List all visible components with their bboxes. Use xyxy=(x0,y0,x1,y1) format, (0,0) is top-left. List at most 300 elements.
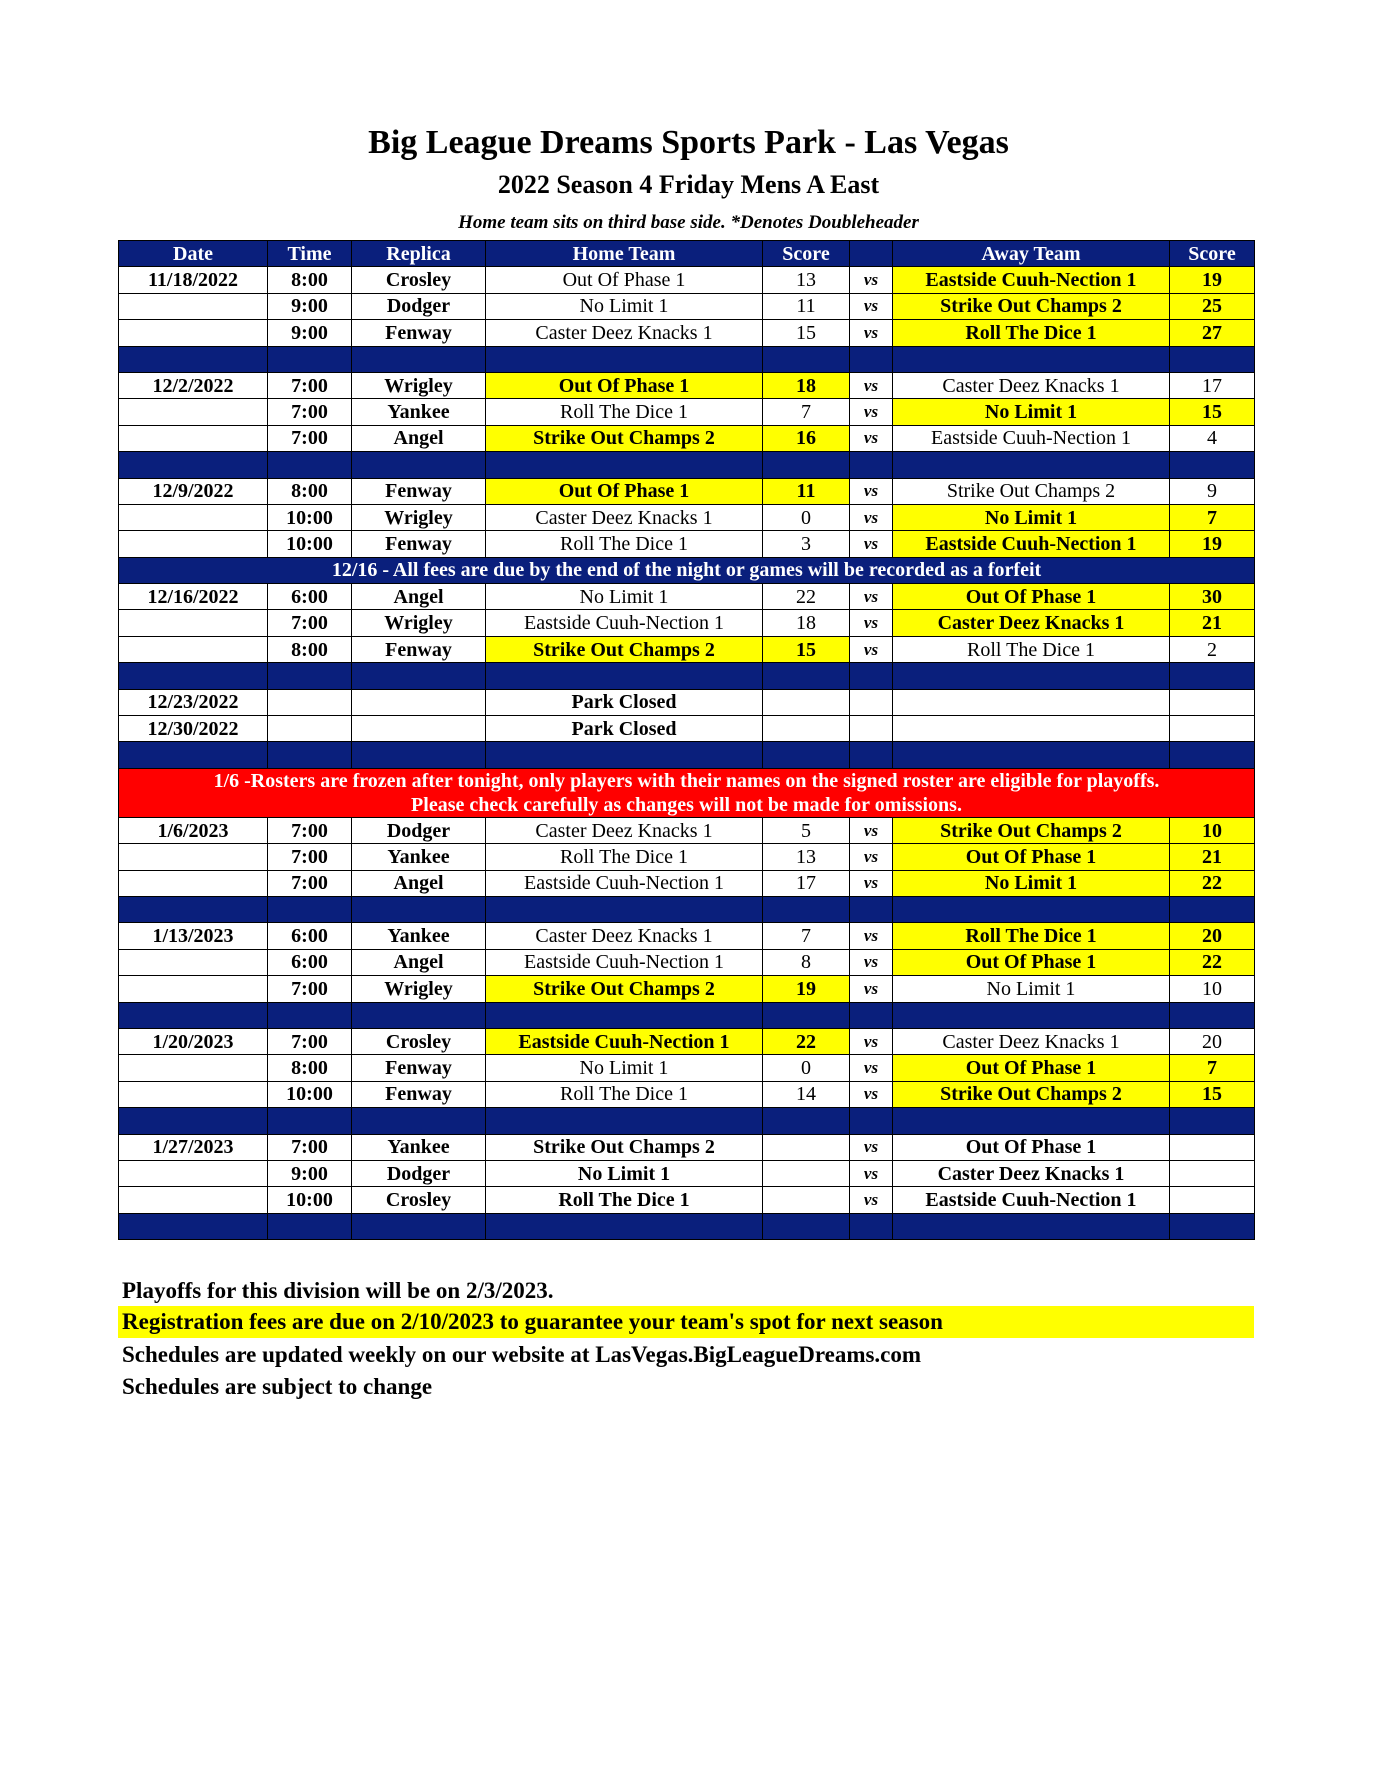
home-team: Strike Out Champs 2 xyxy=(486,425,763,451)
separator-cell xyxy=(268,1002,352,1028)
home-team: No Limit 1 xyxy=(486,1055,763,1081)
home-team: Roll The Dice 1 xyxy=(486,1187,763,1213)
game-row xyxy=(119,817,1255,843)
game-date xyxy=(119,504,268,530)
separator-cell xyxy=(1170,1108,1255,1134)
home-team: Roll The Dice 1 xyxy=(486,844,763,870)
game-row xyxy=(119,689,1255,715)
separator-cell xyxy=(119,896,268,922)
away-team: Eastside Cuuh-Nection 1 xyxy=(893,531,1170,557)
home-score: 17 xyxy=(763,870,850,896)
separator-cell xyxy=(1170,452,1255,478)
separator-cell xyxy=(1170,742,1255,768)
schedule-table xyxy=(118,240,1255,1240)
home-score: 3 xyxy=(763,531,850,557)
vs-label: vs xyxy=(850,1055,893,1081)
separator-cell xyxy=(850,1213,893,1239)
game-row xyxy=(119,504,1255,530)
away-score: 2 xyxy=(1170,636,1255,662)
separator-cell xyxy=(893,346,1170,372)
separator-cell xyxy=(1170,346,1255,372)
separator-cell xyxy=(352,1108,486,1134)
vs-label: vs xyxy=(850,425,893,451)
col-header-home-score: Score xyxy=(763,241,850,267)
game-field: Dodger xyxy=(352,293,486,319)
game-time: 6:00 xyxy=(268,923,352,949)
playoffs-note: Playoffs for this division will be on 2/3/2023. xyxy=(122,1278,554,1303)
game-date xyxy=(119,844,268,870)
separator-cell xyxy=(268,742,352,768)
away-team: Roll The Dice 1 xyxy=(893,923,1170,949)
game-date xyxy=(119,293,268,319)
separator-cell xyxy=(268,346,352,372)
col-header-home-team: Home Team xyxy=(486,241,763,267)
home-team: Caster Deez Knacks 1 xyxy=(486,504,763,530)
vs-label: vs xyxy=(850,320,893,346)
game-field: Fenway xyxy=(352,1081,486,1107)
game-date xyxy=(119,320,268,346)
game-row xyxy=(119,267,1255,293)
separator-cell xyxy=(486,452,763,478)
game-field: Crosley xyxy=(352,267,486,293)
separator-cell xyxy=(850,896,893,922)
game-field xyxy=(352,716,486,742)
game-time: 8:00 xyxy=(268,478,352,504)
separator-cell xyxy=(763,742,850,768)
away-score: 4 xyxy=(1170,425,1255,451)
col-header-replica: Replica xyxy=(352,241,486,267)
away-team: Eastside Cuuh-Nection 1 xyxy=(893,425,1170,451)
separator-cell xyxy=(1170,1002,1255,1028)
separator-cell xyxy=(119,663,268,689)
home-team: Caster Deez Knacks 1 xyxy=(486,320,763,346)
game-row xyxy=(119,1134,1255,1160)
empty-cell xyxy=(893,716,1170,742)
game-date: 12/9/2022 xyxy=(119,478,268,504)
game-row xyxy=(119,636,1255,662)
empty-cell xyxy=(763,689,850,715)
separator-cell xyxy=(119,346,268,372)
home-team: Strike Out Champs 2 xyxy=(486,636,763,662)
fees-notice-row xyxy=(119,557,1255,583)
game-date xyxy=(119,610,268,636)
game-time: 7:00 xyxy=(268,976,352,1002)
website-note: Schedules are updated weekly on our website at LasVegas.BigLeagueDreams.com xyxy=(122,1342,922,1367)
empty-cell xyxy=(763,716,850,742)
vs-label: vs xyxy=(850,531,893,557)
roster-alert-row xyxy=(119,768,1255,817)
game-date: 1/27/2023 xyxy=(119,1134,268,1160)
game-time xyxy=(268,689,352,715)
separator-cell xyxy=(1170,663,1255,689)
game-time: 7:00 xyxy=(268,870,352,896)
separator-cell xyxy=(352,346,486,372)
page-title: Big League Dreams Sports Park - Las Vegas xyxy=(368,124,1009,161)
empty-cell xyxy=(850,716,893,742)
separator-cell xyxy=(763,1002,850,1028)
separator-cell xyxy=(119,1108,268,1134)
game-date: 1/6/2023 xyxy=(119,817,268,843)
separator-cell xyxy=(268,663,352,689)
away-score: 30 xyxy=(1170,584,1255,610)
separator-cell xyxy=(893,1002,1170,1028)
separator-cell xyxy=(893,742,1170,768)
home-score: 0 xyxy=(763,1055,850,1081)
col-header-away-score: Score xyxy=(1170,241,1255,267)
home-score xyxy=(763,1187,850,1213)
away-score: 27 xyxy=(1170,320,1255,346)
home-score: 5 xyxy=(763,817,850,843)
home-team: Caster Deez Knacks 1 xyxy=(486,817,763,843)
away-team: Out Of Phase 1 xyxy=(893,1055,1170,1081)
game-time: 7:00 xyxy=(268,425,352,451)
game-row xyxy=(119,320,1255,346)
away-score: 9 xyxy=(1170,478,1255,504)
home-team: No Limit 1 xyxy=(486,293,763,319)
away-team: Roll The Dice 1 xyxy=(893,636,1170,662)
game-date xyxy=(119,1160,268,1186)
game-row xyxy=(119,1160,1255,1186)
game-time: 7:00 xyxy=(268,399,352,425)
home-team: Strike Out Champs 2 xyxy=(486,976,763,1002)
game-row xyxy=(119,1187,1255,1213)
home-score: 13 xyxy=(763,267,850,293)
separator-cell xyxy=(486,663,763,689)
game-field: Wrigley xyxy=(352,504,486,530)
away-team: Strike Out Champs 2 xyxy=(893,1081,1170,1107)
game-row xyxy=(119,1028,1255,1054)
separator-cell xyxy=(763,1213,850,1239)
away-team: No Limit 1 xyxy=(893,399,1170,425)
home-score xyxy=(763,1134,850,1160)
separator-cell xyxy=(1170,896,1255,922)
registration-note: Registration fees are due on 2/10/2023 to guarantee your team's spot for next season xyxy=(118,1306,1254,1338)
separator-cell xyxy=(763,452,850,478)
home-score: 0 xyxy=(763,504,850,530)
vs-label: vs xyxy=(850,636,893,662)
empty-cell xyxy=(850,689,893,715)
week-separator xyxy=(119,1002,1255,1028)
home-team: Out Of Phase 1 xyxy=(486,478,763,504)
vs-label: vs xyxy=(850,870,893,896)
game-field: Angel xyxy=(352,425,486,451)
game-field: Wrigley xyxy=(352,976,486,1002)
away-score: 7 xyxy=(1170,504,1255,530)
game-time: 8:00 xyxy=(268,636,352,662)
separator-cell xyxy=(352,896,486,922)
vs-label: vs xyxy=(850,923,893,949)
game-date xyxy=(119,425,268,451)
separator-cell xyxy=(763,663,850,689)
separator-cell xyxy=(119,1002,268,1028)
schedule-body xyxy=(119,267,1255,1240)
separator-cell xyxy=(268,896,352,922)
vs-label: vs xyxy=(850,1187,893,1213)
home-score: 14 xyxy=(763,1081,850,1107)
vs-label: vs xyxy=(850,610,893,636)
game-time: 8:00 xyxy=(268,267,352,293)
game-field: Angel xyxy=(352,949,486,975)
separator-cell xyxy=(119,742,268,768)
game-row xyxy=(119,399,1255,425)
separator-cell xyxy=(893,452,1170,478)
separator-cell xyxy=(268,1213,352,1239)
game-row xyxy=(119,923,1255,949)
away-score: 17 xyxy=(1170,372,1255,398)
week-separator xyxy=(119,663,1255,689)
game-date xyxy=(119,1187,268,1213)
away-score: 21 xyxy=(1170,610,1255,636)
game-row xyxy=(119,1081,1255,1107)
home-team: Eastside Cuuh-Nection 1 xyxy=(486,949,763,975)
separator-cell xyxy=(850,346,893,372)
game-field: Fenway xyxy=(352,531,486,557)
game-field: Fenway xyxy=(352,636,486,662)
home-score: 16 xyxy=(763,425,850,451)
home-team: Roll The Dice 1 xyxy=(486,399,763,425)
game-field: Crosley xyxy=(352,1028,486,1054)
game-time: 7:00 xyxy=(268,610,352,636)
game-date xyxy=(119,976,268,1002)
separator-cell xyxy=(352,742,486,768)
away-score: 20 xyxy=(1170,923,1255,949)
away-team: Eastside Cuuh-Nection 1 xyxy=(893,267,1170,293)
separator-cell xyxy=(850,742,893,768)
game-field: Fenway xyxy=(352,1055,486,1081)
away-team: Caster Deez Knacks 1 xyxy=(893,1160,1170,1186)
roster-alert-line2: Please check carefully as changes will not be made for omissions. xyxy=(411,793,962,816)
park-closed: Park Closed xyxy=(486,716,763,742)
home-score: 13 xyxy=(763,844,850,870)
vs-label: vs xyxy=(850,949,893,975)
away-score: 7 xyxy=(1170,1055,1255,1081)
game-field xyxy=(352,689,486,715)
separator-cell xyxy=(893,663,1170,689)
game-date: 12/30/2022 xyxy=(119,716,268,742)
game-row xyxy=(119,584,1255,610)
separator-cell xyxy=(486,1108,763,1134)
game-field: Dodger xyxy=(352,817,486,843)
game-date: 11/18/2022 xyxy=(119,267,268,293)
game-time: 9:00 xyxy=(268,293,352,319)
home-score: 18 xyxy=(763,372,850,398)
game-row xyxy=(119,531,1255,557)
separator-cell xyxy=(850,1108,893,1134)
week-separator xyxy=(119,346,1255,372)
game-time: 10:00 xyxy=(268,531,352,557)
vs-label: vs xyxy=(850,844,893,870)
game-time: 10:00 xyxy=(268,504,352,530)
away-team: No Limit 1 xyxy=(893,504,1170,530)
game-time: 9:00 xyxy=(268,1160,352,1186)
separator-cell xyxy=(763,1108,850,1134)
away-score: 10 xyxy=(1170,817,1255,843)
game-date xyxy=(119,870,268,896)
park-closed: Park Closed xyxy=(486,689,763,715)
week-separator xyxy=(119,896,1255,922)
separator-cell xyxy=(486,346,763,372)
away-team: Strike Out Champs 2 xyxy=(893,478,1170,504)
week-separator xyxy=(119,1108,1255,1134)
game-field: Dodger xyxy=(352,1160,486,1186)
game-field: Yankee xyxy=(352,923,486,949)
game-time: 7:00 xyxy=(268,1134,352,1160)
home-score: 22 xyxy=(763,1028,850,1054)
separator-cell xyxy=(352,452,486,478)
col-header-away-team: Away Team xyxy=(893,241,1170,267)
vs-label: vs xyxy=(850,267,893,293)
home-team: No Limit 1 xyxy=(486,584,763,610)
home-team: Caster Deez Knacks 1 xyxy=(486,923,763,949)
fees-notice: 12/16 - All fees are due by the end of the night or games will be recorded as a forfeit xyxy=(119,557,1255,583)
vs-label: vs xyxy=(850,976,893,1002)
away-team: Out Of Phase 1 xyxy=(893,1134,1170,1160)
game-time: 9:00 xyxy=(268,320,352,346)
game-row xyxy=(119,478,1255,504)
roster-alert xyxy=(119,768,1255,817)
away-score: 22 xyxy=(1170,870,1255,896)
home-score: 18 xyxy=(763,610,850,636)
game-field: Angel xyxy=(352,584,486,610)
away-score: 15 xyxy=(1170,1081,1255,1107)
separator-cell xyxy=(893,896,1170,922)
away-score: 19 xyxy=(1170,267,1255,293)
subject-note: Schedules are subject to change xyxy=(122,1374,433,1399)
separator-cell xyxy=(850,1002,893,1028)
week-separator xyxy=(119,1213,1255,1239)
game-field: Crosley xyxy=(352,1187,486,1213)
game-field: Fenway xyxy=(352,320,486,346)
game-date xyxy=(119,949,268,975)
away-team: Roll The Dice 1 xyxy=(893,320,1170,346)
away-score: 21 xyxy=(1170,844,1255,870)
home-score: 7 xyxy=(763,923,850,949)
home-team: Eastside Cuuh-Nection 1 xyxy=(486,870,763,896)
game-date xyxy=(119,531,268,557)
home-score: 11 xyxy=(763,478,850,504)
away-score: 15 xyxy=(1170,399,1255,425)
separator-cell xyxy=(486,1002,763,1028)
game-row xyxy=(119,844,1255,870)
home-team: Eastside Cuuh-Nection 1 xyxy=(486,1028,763,1054)
home-team: Eastside Cuuh-Nection 1 xyxy=(486,610,763,636)
game-row xyxy=(119,293,1255,319)
week-separator xyxy=(119,742,1255,768)
vs-label: vs xyxy=(850,478,893,504)
game-time: 6:00 xyxy=(268,584,352,610)
away-score: 19 xyxy=(1170,531,1255,557)
vs-label: vs xyxy=(850,1081,893,1107)
separator-cell xyxy=(119,1213,268,1239)
game-time: 7:00 xyxy=(268,372,352,398)
away-team: Eastside Cuuh-Nection 1 xyxy=(893,1187,1170,1213)
game-date: 12/2/2022 xyxy=(119,372,268,398)
home-score: 11 xyxy=(763,293,850,319)
separator-cell xyxy=(763,896,850,922)
vs-label: vs xyxy=(850,817,893,843)
separator-cell xyxy=(352,663,486,689)
week-separator xyxy=(119,452,1255,478)
separator-cell xyxy=(1170,1213,1255,1239)
game-time: 7:00 xyxy=(268,844,352,870)
away-team: Caster Deez Knacks 1 xyxy=(893,1028,1170,1054)
home-score: 15 xyxy=(763,320,850,346)
home-team: Out Of Phase 1 xyxy=(486,267,763,293)
away-score: 22 xyxy=(1170,949,1255,975)
empty-cell xyxy=(1170,689,1255,715)
away-team: Out Of Phase 1 xyxy=(893,949,1170,975)
vs-label: vs xyxy=(850,293,893,319)
away-score: 25 xyxy=(1170,293,1255,319)
empty-cell xyxy=(893,689,1170,715)
game-date xyxy=(119,1081,268,1107)
game-row xyxy=(119,976,1255,1002)
separator-cell xyxy=(352,1213,486,1239)
home-score: 15 xyxy=(763,636,850,662)
game-row xyxy=(119,1055,1255,1081)
game-time: 6:00 xyxy=(268,949,352,975)
game-row xyxy=(119,610,1255,636)
away-team: Caster Deez Knacks 1 xyxy=(893,610,1170,636)
game-time: 7:00 xyxy=(268,1028,352,1054)
game-date xyxy=(119,399,268,425)
separator-cell xyxy=(268,1108,352,1134)
roster-alert-line1: 1/6 -Rosters are frozen after tonight, only players with their names on the signed roster are eligible for playoffs. xyxy=(213,769,1160,792)
separator-cell xyxy=(268,452,352,478)
game-date: 12/16/2022 xyxy=(119,584,268,610)
game-time: 7:00 xyxy=(268,817,352,843)
away-team: No Limit 1 xyxy=(893,976,1170,1002)
separator-cell xyxy=(763,346,850,372)
away-team: Out Of Phase 1 xyxy=(893,584,1170,610)
home-score xyxy=(763,1160,850,1186)
separator-cell xyxy=(850,663,893,689)
page-subtitle: 2022 Season 4 Friday Mens A East xyxy=(497,170,880,199)
game-time: 8:00 xyxy=(268,1055,352,1081)
vs-label: vs xyxy=(850,1134,893,1160)
empty-cell xyxy=(1170,716,1255,742)
away-score xyxy=(1170,1134,1255,1160)
game-time: 10:00 xyxy=(268,1081,352,1107)
home-team: Roll The Dice 1 xyxy=(486,1081,763,1107)
game-field: Angel xyxy=(352,870,486,896)
vs-label: vs xyxy=(850,1028,893,1054)
table-header-row xyxy=(119,241,1255,267)
away-team: Strike Out Champs 2 xyxy=(893,293,1170,319)
game-date: 1/13/2023 xyxy=(119,923,268,949)
home-team: No Limit 1 xyxy=(486,1160,763,1186)
away-team: Out Of Phase 1 xyxy=(893,844,1170,870)
separator-cell xyxy=(352,1002,486,1028)
vs-label: vs xyxy=(850,399,893,425)
separator-cell xyxy=(893,1108,1170,1134)
col-header-vs xyxy=(850,241,893,267)
away-team: Caster Deez Knacks 1 xyxy=(893,372,1170,398)
game-field: Yankee xyxy=(352,1134,486,1160)
vs-label: vs xyxy=(850,504,893,530)
game-date: 1/20/2023 xyxy=(119,1028,268,1054)
away-team: No Limit 1 xyxy=(893,870,1170,896)
game-date xyxy=(119,636,268,662)
away-team: Strike Out Champs 2 xyxy=(893,817,1170,843)
game-field: Yankee xyxy=(352,399,486,425)
game-row xyxy=(119,425,1255,451)
home-team: Roll The Dice 1 xyxy=(486,531,763,557)
vs-label: vs xyxy=(850,1160,893,1186)
game-field: Wrigley xyxy=(352,610,486,636)
col-header-time: Time xyxy=(268,241,352,267)
vs-label: vs xyxy=(850,584,893,610)
